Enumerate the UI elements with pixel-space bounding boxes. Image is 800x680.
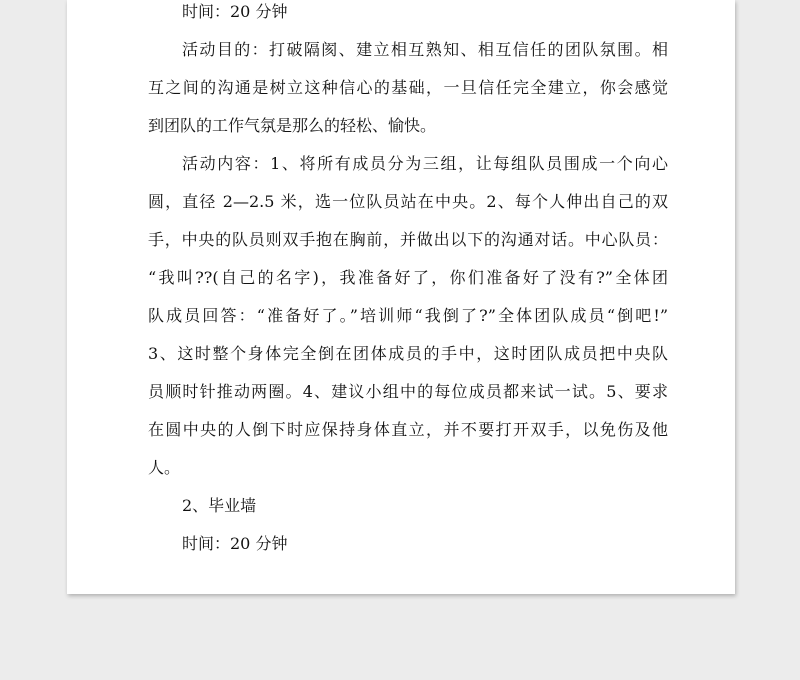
purpose-paragraph-line-3: 到团队的工作气氛是那么的轻松、愉快。 — [148, 116, 437, 135]
content-paragraph-line-6: 3、这时整个身体完全倒在团体成员的手中，这时团队成员把中央队 — [148, 344, 668, 363]
content-paragraph-line-2: 圆，直径 2—2.5 米，选一位队员站在中央。2、每个人伸出自己的双 — [148, 192, 668, 211]
purpose-paragraph-line-1: 活动目的：打破隔阂、建立相互熟知、相互信任的团队氛围。相 — [182, 40, 668, 59]
content-paragraph-line-1: 活动内容：1、将所有成员分为三组，让每组队员围成一个向心 — [182, 154, 668, 173]
time-line-1: 时间：20 分钟 — [182, 2, 288, 21]
content-paragraph-line-8: 在圆中央的人倒下时应保持身体直立，并不要打开双手，以免伤及他 — [148, 420, 668, 439]
content-paragraph-line-9: 人。 — [148, 458, 181, 477]
section-heading: 2、毕业墙 — [182, 496, 257, 515]
content-paragraph-line-5: 队成员回答：“准备好了。”培训师“我倒了?”全体团队成员“倒吧!” — [148, 306, 668, 325]
content-paragraph-line-3: 手，中央的队员则双手抱在胸前，并做出以下的沟通对话。中心队员： — [148, 230, 668, 249]
content-paragraph-line-7: 员顺时针推动两圈。4、建议小组中的每位成员都来试一试。5、要求 — [148, 382, 668, 401]
content-paragraph-line-4: “我叫??(自己的名字)，我准备好了，你们准备好了没有?”全体团 — [148, 268, 668, 287]
purpose-paragraph-line-2: 互之间的沟通是树立这种信心的基础，一旦信任完全建立，你会感觉 — [148, 78, 668, 97]
document-page — [67, 0, 735, 594]
time-line-2: 时间：20 分钟 — [182, 534, 288, 553]
